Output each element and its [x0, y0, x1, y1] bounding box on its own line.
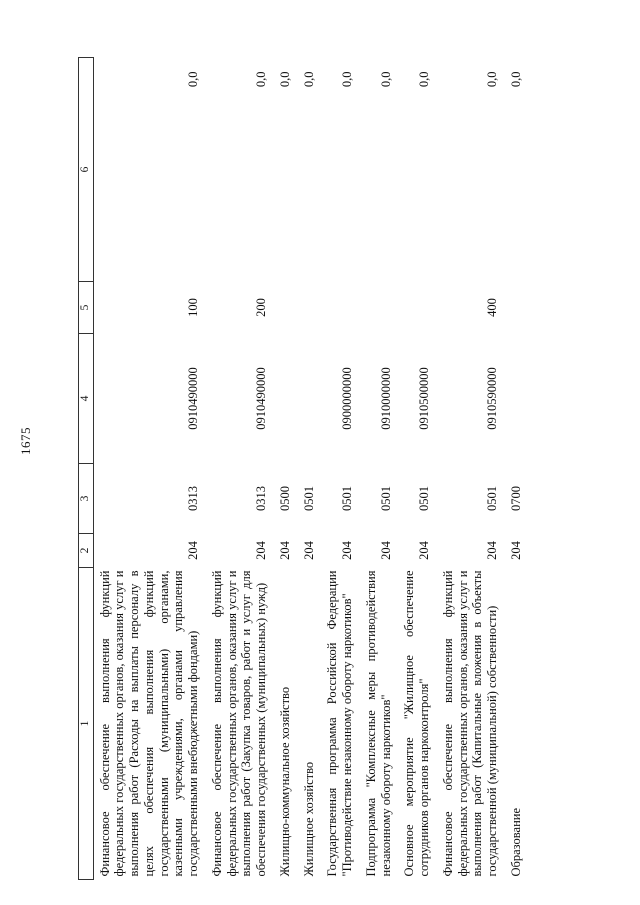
row-name: Подпрограмма "Комплексные меры противодействия незаконному обороту наркотиков" [363, 570, 393, 877]
expense-type-code: 400 [485, 298, 500, 317]
ministry-code: 204 [378, 541, 393, 560]
amount: 0,0 [378, 71, 393, 88]
expense-type-code [505, 282, 529, 334]
ministry-code: 204 [417, 541, 432, 560]
section-code: 0501 [417, 486, 432, 511]
target-article-code [274, 334, 298, 464]
section-code: 0501 [378, 486, 393, 511]
section-code: 0501 [340, 486, 355, 511]
section-code: 0700 [508, 486, 523, 511]
target-article-code: 0900000000 [340, 367, 355, 430]
amount: 0,0 [340, 71, 355, 88]
expense-type-code: 100 [186, 298, 201, 317]
header-col-5: 5 [79, 282, 94, 334]
table-row [321, 58, 360, 880]
amount: 0,0 [417, 71, 432, 88]
section-code: 0500 [277, 486, 292, 511]
ministry-code: 204 [277, 541, 292, 560]
page-number: 1675 [18, 427, 33, 455]
expense-type-code [360, 282, 399, 334]
ministry-code: 204 [254, 541, 269, 560]
rotated-page-content [78, 58, 558, 880]
table-row [437, 58, 505, 880]
amount: 0,0 [301, 71, 316, 88]
amount: 0,0 [485, 71, 500, 88]
table-row [398, 58, 437, 880]
amount: 0,0 [186, 71, 201, 88]
target-article-code: 0910590000 [485, 367, 500, 430]
row-name: Основное мероприятие "Жилищное обеспечение сотрудников органов наркоконтроля" [402, 570, 432, 877]
amount: 0,0 [277, 71, 292, 88]
table-body [93, 58, 529, 880]
table-row [360, 58, 399, 880]
target-article-code: 0910490000 [186, 367, 201, 430]
header-col-3: 3 [79, 464, 94, 534]
table-row [274, 58, 298, 880]
target-article-code: 0910000000 [378, 367, 393, 430]
ministry-code: 204 [186, 541, 201, 560]
table-row [206, 58, 274, 880]
header-col-1: 1 [79, 568, 94, 880]
header-col-6: 6 [79, 58, 94, 282]
ministry-code: 204 [340, 541, 355, 560]
amount: 0,0 [508, 71, 523, 88]
row-name: Жилищное хозяйство [301, 761, 316, 877]
row-name: Государственная программа Российской Федерации "Противодействие незаконному обороту наркотиков" [325, 570, 355, 877]
row-name: Финансовое обеспечение выполнения функций федеральных государственных органов, оказания услуг и выполнения работ (Капитальные вложения в объекты государственной (муниципальной) собственности) [440, 570, 500, 877]
header-col-2: 2 [79, 534, 94, 568]
ministry-code: 204 [301, 541, 316, 560]
expense-type-code [321, 282, 360, 334]
target-article-code [298, 334, 322, 464]
budget-table [78, 57, 529, 880]
expense-type-code: 200 [254, 298, 269, 317]
table-row [93, 58, 206, 880]
target-article-code: 0910500000 [417, 367, 432, 430]
table-row [298, 58, 322, 880]
row-name: Финансовое обеспечение выполнения функций федеральных государственных органов, оказания услуг и выполнения работ (Закупка товаров, работ и услуг для обеспечения государственных (муниципальных) нужд) [209, 570, 269, 877]
header-col-4: 4 [79, 334, 94, 464]
target-article-code: 0910490000 [254, 367, 269, 430]
table-header [79, 58, 94, 880]
row-name: Финансовое обеспечение выполнения функций федеральных государственных органов, оказания услуг и выполнения работ (Расходы на выплаты персоналу в целях обеспечения выполнения функций государственными (муниципальными) органами, казенными учреждениями, органами управления государственными внебюджетными фондами) [97, 570, 201, 877]
expense-type-code [274, 282, 298, 334]
expense-type-code [398, 282, 437, 334]
header-row [79, 58, 94, 880]
section-code: 0501 [301, 486, 316, 511]
section-code: 0313 [186, 486, 201, 511]
amount: 0,0 [254, 71, 269, 88]
section-code: 0313 [254, 486, 269, 511]
row-name: Образование [508, 807, 523, 877]
target-article-code [505, 334, 529, 464]
section-code: 0501 [485, 486, 500, 511]
ministry-code: 204 [508, 541, 523, 560]
row-name: Жилищно-коммунальное хозяйство [277, 686, 292, 877]
ministry-code: 204 [485, 541, 500, 560]
expense-type-code [298, 282, 322, 334]
table-row [505, 58, 529, 880]
